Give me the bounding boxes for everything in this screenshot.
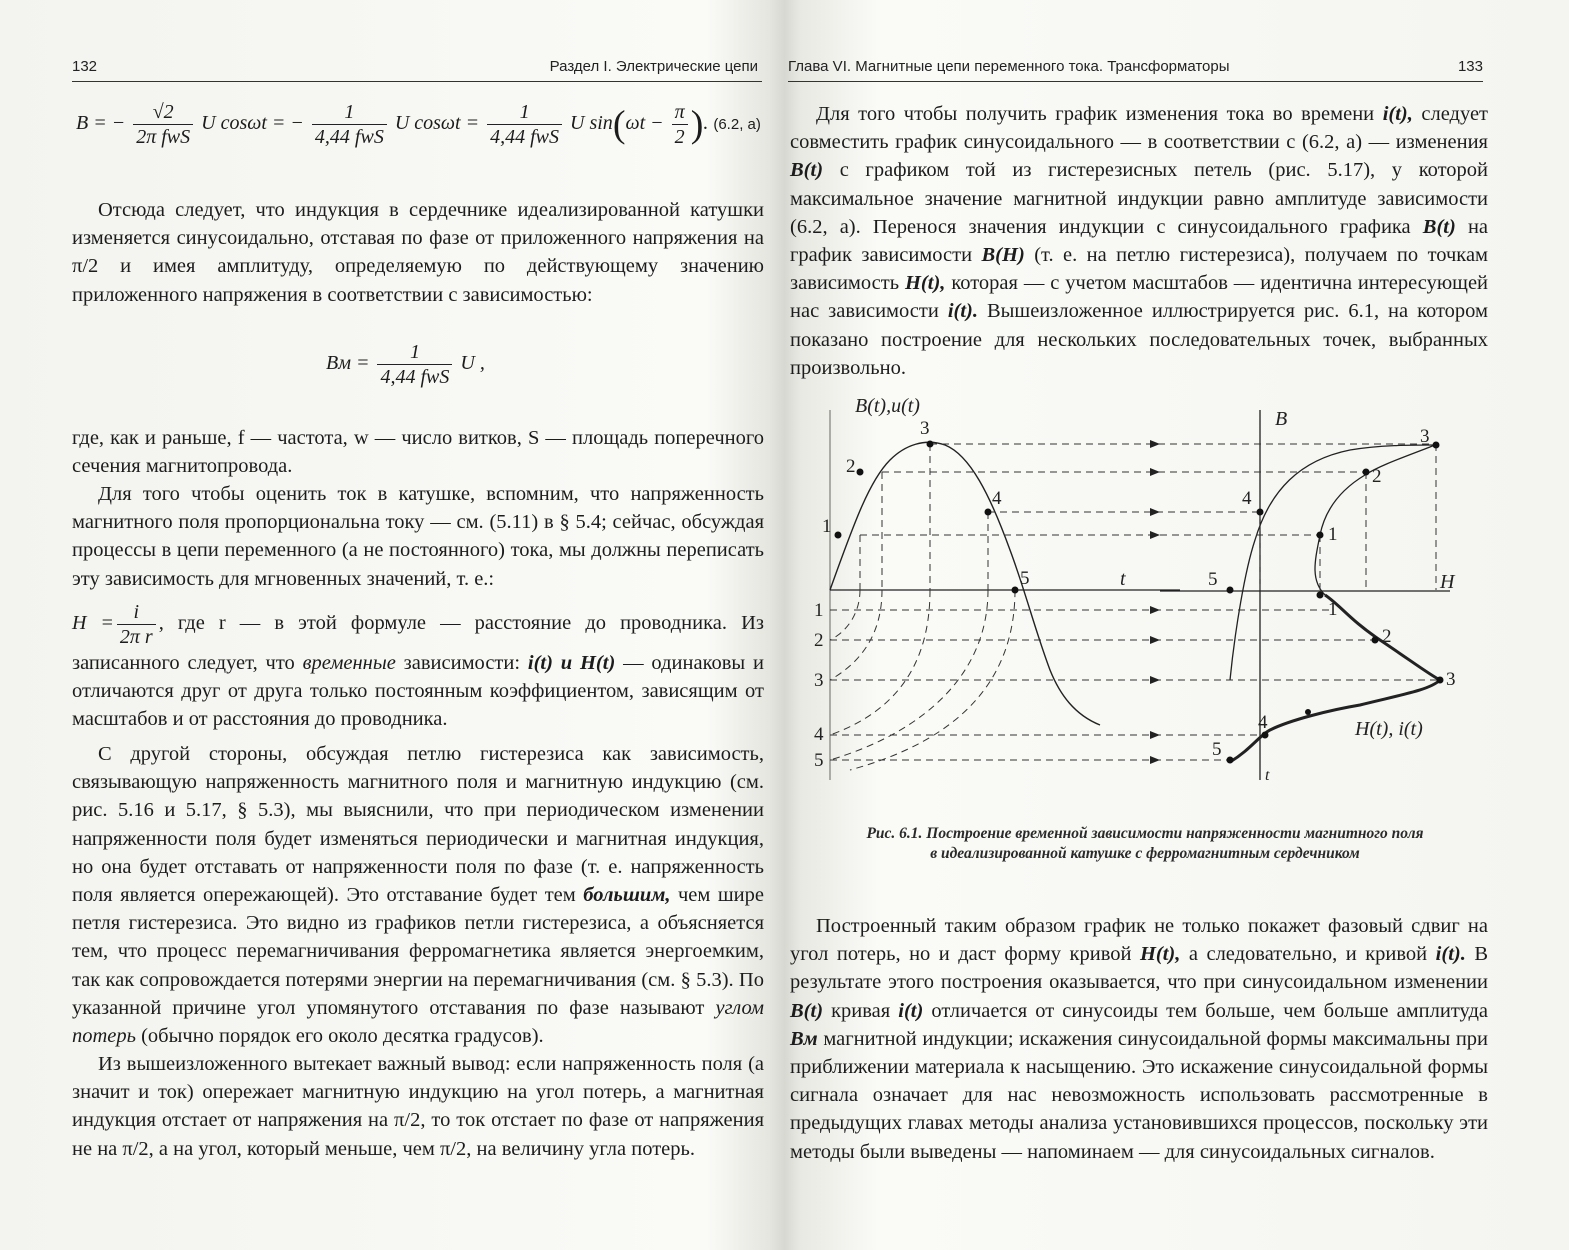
svg-text:5: 5 [1020,568,1030,589]
svg-text:4: 4 [992,488,1002,509]
svg-text:1: 1 [1328,599,1338,620]
eq-frac-3: $\frac{1}{\text{4,44 fwS}}$ [487,100,562,149]
figure-caption: Рис. 6.1. Построение временной зависимости напряженности магнитного поля в идеализированной катушке с ферромагнитным сердечником [866,825,1424,862]
left-paragraph-6: Из вышеизложенного вытекает важный вывод: если напряженность поля (а значит и ток) опережает магнитную индукцию на угол потерь, а магнитная индукция отстает от напряжения на π/2, то ток отстает по фазе от напряжения не на π/2, а на угол, который меньше, чем π/2, на величину угла потерь. [72,1053,764,1160]
eq-frac-2: $\frac{1}{\text{4,44 fwS}}$ [312,100,387,149]
left-paragraph-3: Для того чтобы оценить ток в катушке, вспомним, что напряженность магнитного поля пропорциональна току — см. (5.11) в § 5.4; сейчас, обсуждая процессы в цепи переменного (а не постоянного) тока, мы должны переписать эту зависимость для мгновенных значений, т. е.: [72,483,764,590]
hysteresis-upper-branch [1230,445,1435,680]
svg-text:1: 1 [1328,524,1338,545]
svg-text:3: 3 [1420,426,1430,447]
label-ht-it: H(t), i(t) [1355,718,1423,740]
svg-text:2: 2 [846,456,856,477]
left-paragraph-1: Отсюда следует, что индукция в сердечнике идеализированной катушки изменяется синусоидально, отставая по фазе от приложенного напряжения на π/2 и имея амплитуду, определяемую по действующему значению приложенного напряжения в соответствии с зависимостью: [72,199,764,306]
svg-text:4: 4 [1258,712,1268,733]
eq-term-3: U sin [570,112,613,135]
label-b: B [1275,408,1288,430]
projection-arrows [1150,440,1160,764]
eq-lhs: B = − [76,112,126,135]
equation-number: (6.2, а) [713,116,761,134]
eq-term-1: U cosωt = − [201,112,304,135]
svg-text:2: 2 [1372,466,1382,487]
label-h: H [1440,571,1455,593]
svg-text:2: 2 [814,630,824,651]
svg-text:3: 3 [920,418,930,439]
eq-arg: ωt − [625,112,664,135]
label-t-axis: t [1120,568,1126,590]
svg-text:5: 5 [814,750,824,771]
label-t-bottom: t [1265,767,1270,784]
page-number-right: 133 [1457,58,1483,75]
running-head-left: Раздел I. Электрические цепи [549,58,758,75]
running-head-right: Глава VI. Магнитные цепи переменного тока. Трансформаторы [788,58,1230,75]
label-bt-ut: B(t),u(t) [855,395,920,417]
left-paragraph-2: где, как и раньше, f — частота, w — число витков, S — площадь поперечного сечения магнитопровода. [72,427,764,478]
equation-6-2a: B = − $\frac{√2}{\text{2π fwS}}$ U cosωt = − $\frac{1}{\text{4,44 fwS}}$ U cosωt = $\frac{1}{\text{4,44 fwS}}$ U sin(ωt − $\frac{\pi}{2}$ ). (6.2, а) [76,101,761,148]
page-number-left: 132 [72,58,98,75]
left-equation-h-paragraph: H = $\frac{i}{\text{2π r}}$ , где r — в этой формуле — расстояние до проводника. Из записанного следует, что временные зависимости: i(t) и H(t) — одинаковы и отличаются друг от друга только постоянным коэффициентом, зависящим от масштабов и от расстояния до проводника. [72,601,764,731]
svg-text:3: 3 [1446,669,1456,690]
right-paragraph-1: Для того чтобы получить график изменения тока во времени i(t), следует совместить график синусоидального — в соответствии с (6.2, а) — изменения B(t) с графиком той из гистерезисных петель (рис. 5.17), у которой максимальное значение магнитной индукции равно амплитуде зависимости (6.2, а). Перенося значения индукции с синусоидального графика B(t) на график зависимости B(H) (т. е. на петлю гистерезиса), получаем по точкам зависимость H(t), которая — с учетом масштабов — идентична интересующей нас зависимости i(t). Вышеизложенное иллюстрируется рис. 6.1, на котором показано построение для нескольких последовательных точек, выбранных произвольно. [790,103,1489,379]
figure-6-1 [810,390,1500,790]
eq-frac-4: $\frac{\pi}{2}$ [672,100,688,149]
right-paragraph-2: Построенный таким образом график не только покажет фазовый сдвиг на угол потерь, но и даст форму кривой H(t), а следовательно, и кривой i(t). В результате этого построения оказывается, что при синусоидальном изменении B(t) кривая i(t) отличается от синусоиды тем больше, чем больше амплитуда Bм магнитной индукции; искажения синусоидальной формы максимальны при приближении материала к насыщению. Это искажение синусоидальной формы сигнала означает для нас невозможность использовать рассмотренные в предыдущих главах методы анализа установившихся процессов, поскольку эти методы были выведены — напоминаем — для синусоидальных сигналов. [790,915,1489,1163]
construction-points [835,441,1444,764]
svg-text:5: 5 [1208,569,1218,590]
svg-text:3: 3 [814,670,824,691]
header-rule-left [72,81,762,82]
svg-text:1: 1 [822,516,832,537]
equation-bm: Bм = $\frac{1}{\text{4,44 fwS}}$ U , [326,341,485,388]
svg-text:2: 2 [1382,626,1392,647]
svg-text:1: 1 [814,600,824,621]
eq-frac-1: $\frac{√2}{\text{2π fwS}}$ [133,100,193,149]
right-page [780,0,1569,1250]
sine-curve-bt [830,442,1100,725]
header-rule-right [788,81,1483,82]
eq-term-2: U cosωt = [394,112,480,135]
equation-h: H = $\frac{i}{\text{2π r}}$ [72,612,159,634]
left-paragraph-5: С другой стороны, обсуждая петлю гистерезиса как зависимость, связывающую напряженность магнитного поля и магнитную индукцию (см. рис. 5.16 и 5.17, § 5.3), мы выяснили, что при периодическом изменении напряженности поля будет изменяться периодически и магнитная индукция, но она будет отставать от напряженности поля по фазе (т. е. напряженность поля является опережающей). Это отставание будет тем большим, чем шире петля гистерезиса. Это видно из графиков петли гистерезиса, а объясняется тем, что процесс перемагничивания ферромагнетика является энергоемким, так как сопровождается потерями энергии на перемагничивания (см. § 5.3). По указанной причине угол упомянутого отставания по фазе называют углом потерь (обычно порядок его около десятка градусов). [72,743,765,1048]
left-page [0,0,780,1250]
svg-text:4: 4 [814,724,824,745]
eq-bm-frac: $\frac{1}{\text{4,44 fwS}}$ [377,340,452,389]
svg-text:4: 4 [1242,488,1252,509]
svg-text:5: 5 [1212,739,1222,760]
